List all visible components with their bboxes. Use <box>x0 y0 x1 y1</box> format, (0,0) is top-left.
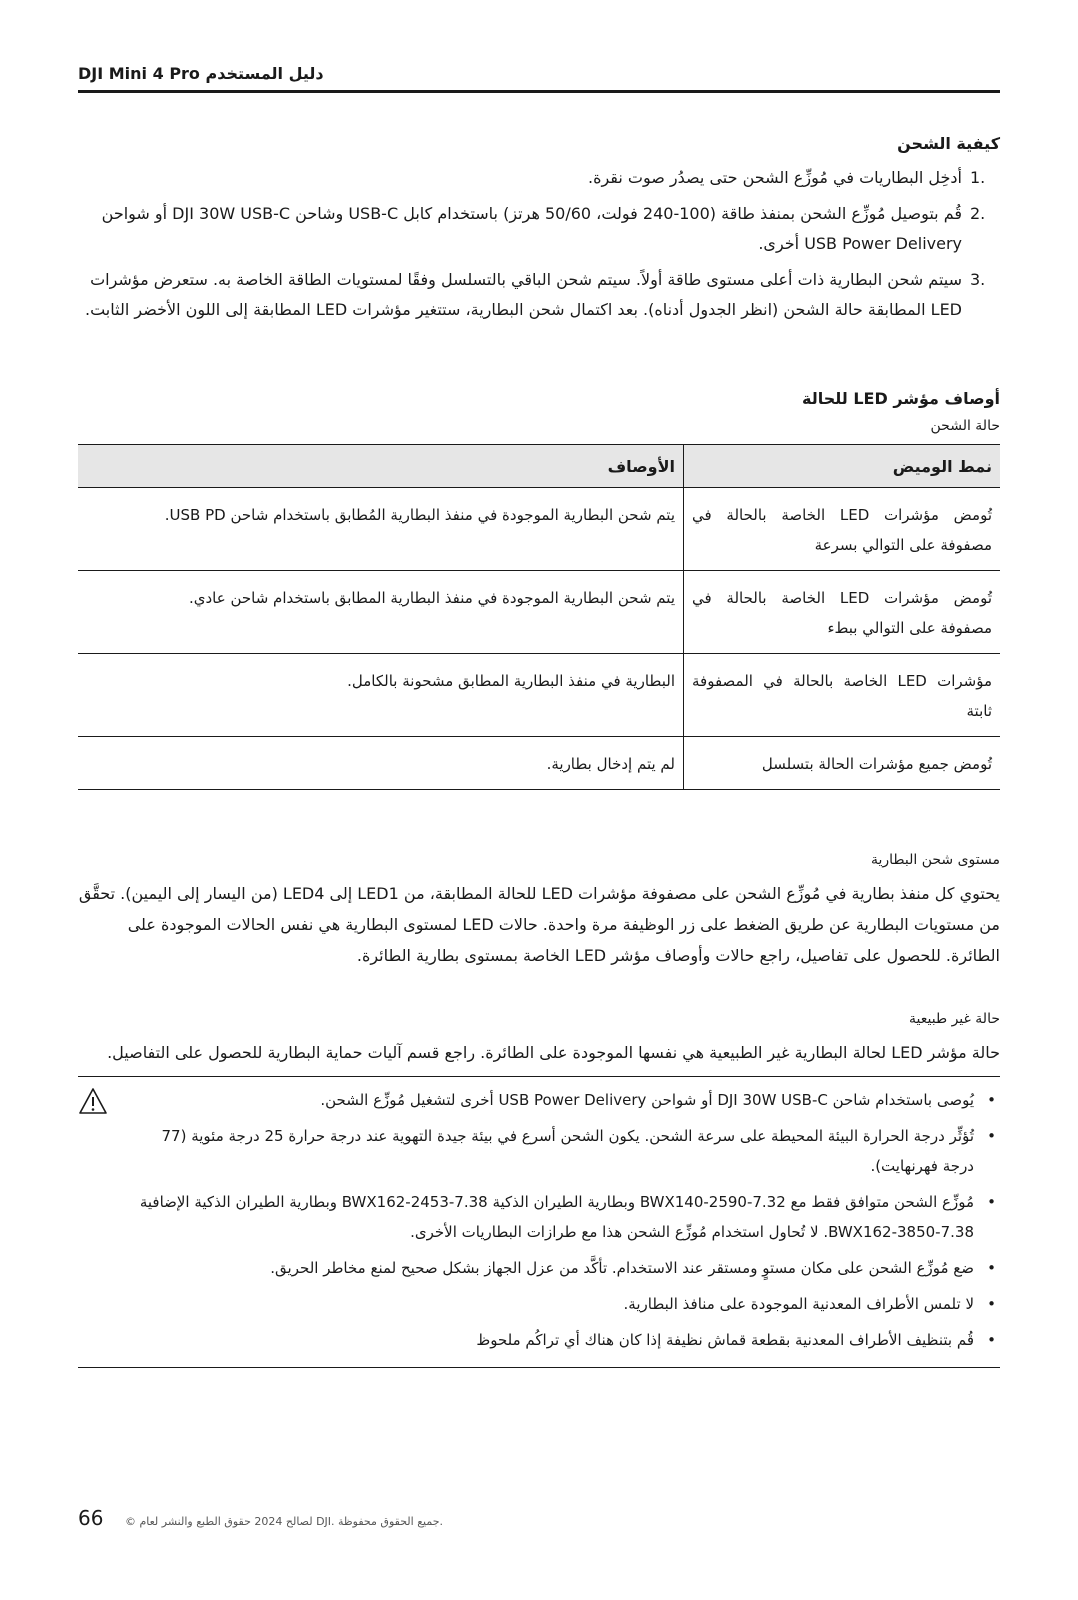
led-status-table <box>78 444 1000 790</box>
abnormal-title: حالة غير طبيعية <box>909 1011 1000 1027</box>
charge-step-3 <box>78 265 1000 325</box>
description-cell: يتم شحن البطارية الموجودة في منفذ البطارية المُطابق باستخدام شاحن USB PD. <box>78 488 684 571</box>
warning-text: قُم بتنظيف الأطراف المعدنية بقطعة قماش نظيفة إذا كان هناك أي تراكُم ملحوظ <box>476 1331 974 1349</box>
step-text: أدخِل البطاريات في مُوزِّع الشحن حتى يصدُر صوت نقرة. <box>588 168 962 187</box>
warning-item: • قُم بتنظيف الأطراف المعدنية بقطعة قماش نظيفة إذا كان هناك أي تراكُم ملحوظ <box>476 1331 996 1349</box>
warning-item: • تُؤثِّر درجة الحرارة البيئة المحيطة على سرعة الشحن. يكون الشحن أسرع في بيئة جيدة التهوية عند درجة حرارة 25 درجة مئوية (77 درجة فهرنهايت). <box>161 1127 996 1175</box>
pattern-cell: تُومض جميع مؤشرات الحالة بتسلسل <box>684 737 1001 790</box>
description-cell: لم يتم إدخال بطارية. <box>78 737 684 790</box>
how-to-charge-title: كيفية الشحن <box>897 134 1000 153</box>
page-header <box>78 60 1000 93</box>
step-number: 1. <box>970 168 986 187</box>
warning-text: لا تلمس الأطراف المعدنية الموجودة على منافذ البطارية. <box>623 1295 974 1313</box>
warning-box <box>78 1076 1000 1368</box>
page-content <box>78 134 1000 1368</box>
header-description: الأوصاف <box>78 445 684 488</box>
table-row <box>78 488 1000 571</box>
battery-level-title: مستوى شحن البطارية <box>870 852 1000 868</box>
header-pattern: نمط الوميض <box>684 445 1001 488</box>
warning-text: ضع مُوزِّع الشحن على مكان مستوٍ ومستقر عند الاستخدام. تأكَّد من عزل الجهاز بشكل صحيح لمنع مخاطر الحريق. <box>270 1259 974 1277</box>
step-text: سيتم شحن البطارية ذات أعلى مستوى طاقة أولاً. سيتم شحن الباقي بالتسلسل وفقًا لمستويات الطاقة الخاصة به. ستعرض مؤشرات LED المطابقة حالة الشحن (انظر الجدول أدناه). بعد اكتمال شحن البطارية، ستتغير مؤشرات LED المطابقة إلى اللون الأخضر الثابت. <box>85 270 962 319</box>
battery-level-section <box>78 852 1000 971</box>
step-text: قُم بتوصيل مُوزِّع الشحن بمنفذ طاقة (100-240 فولت، 50/60 هرتز) باستخدام كابل USB-C وشاحن DJI 30W USB-C أو شواحن USB Power Delivery أخرى. <box>101 204 962 253</box>
step-number: 2. <box>970 204 986 223</box>
abnormal-text: حالة مؤشر LED لحالة البطارية غير الطبيعية هي نفسها الموجودة على الطائرة. راجع قسم آليات حماية البطارية للحصول على التفاصيل. <box>107 1043 1000 1062</box>
warning-list <box>78 1085 1000 1355</box>
warning-text: مُوزِّع الشحن متوافق فقط مع BWX140-2590-7.32 وبطارية الطيران الذكية BWX162-2453-7.38 وبطارية الطيران الذكية الإضافية BWX162-3850-7.38. لا تُحاول استخدام مُوزِّع الشحن هذا مع طرازات البطاريات الأخرى. <box>139 1193 974 1241</box>
charge-step-2 <box>78 199 1000 259</box>
table-header-row <box>78 445 1000 488</box>
how-to-charge-section <box>78 134 1000 325</box>
warning-text: تُؤثِّر درجة الحرارة البيئة المحيطة على سرعة الشحن. يكون الشحن أسرع في بيئة جيدة التهوية عند درجة حرارة 25 درجة مئوية (77 درجة فهرنهايت). <box>161 1127 974 1175</box>
page-footer <box>78 1506 443 1530</box>
table-row <box>78 571 1000 654</box>
warning-item: • يُوصى باستخدام شاحن DJI 30W USB-C أو شواحن USB Power Delivery أخرى لتشغيل مُوزِّع الشحن. <box>320 1091 996 1109</box>
description-cell: البطارية في منفذ البطارية المطابق مشحونة بالكامل. <box>78 654 684 737</box>
table-row <box>78 737 1000 790</box>
charge-steps <box>78 163 1000 325</box>
warning-item: • ضع مُوزِّع الشحن على مكان مستوٍ ومستقر عند الاستخدام. تأكَّد من عزل الجهاز بشكل صحيح لمنع مخاطر الحريق. <box>270 1259 996 1277</box>
warning-triangle-icon <box>78 1087 108 1115</box>
pattern-cell: مؤشرات LED الخاصة بالحالة في المصفوفة ثابتة <box>684 654 1001 737</box>
led-descriptions-section <box>78 389 1000 790</box>
table-row <box>78 654 1000 737</box>
page-number: 66 <box>78 1506 104 1530</box>
charging-status-subtitle: حالة الشحن <box>930 418 1000 434</box>
description-cell: يتم شحن البطارية الموجودة في منفذ البطارية المطابق باستخدام شاحن عادي. <box>78 571 684 654</box>
step-number: 3. <box>970 270 986 289</box>
pattern-cell: تُومض مؤشرات LED الخاصة بالحالة في مصفوفة على التوالي ببطء <box>684 571 1001 654</box>
led-descriptions-title: أوصاف مؤشر LED للحالة <box>801 389 1000 408</box>
copyright-text: © لصالح 2024 حقوق الطبع والنشر لعام DJI. جميع الحقوق محفوظة. <box>124 1515 444 1528</box>
warning-item: • مُوزِّع الشحن متوافق فقط مع BWX140-2590-7.32 وبطارية الطيران الذكية BWX162-2453-7.38 وبطارية الطيران الذكية الإضافية BWX162-3850-7.38. لا تُحاول استخدام مُوزِّع الشحن هذا مع طرازات البطاريات الأخرى. <box>139 1193 996 1241</box>
battery-level-text: يحتوي كل منفذ بطارية في مُوزِّع الشحن على مصفوفة مؤشرات LED للحالة المطابقة، من LED1 إلى LED4 (من اليسار إلى اليمين). تحقَّق من مستويات البطارية عن طريق الضغط على زر الوظيفة مرة واحدة. حالات LED لمستوى البطارية هي نفس الحالات الموجودة على الطائرة. للحصول على تفاصيل، راجع حالات وأوصاف مؤشر LED الخاصة بمستوى بطارية الطائرة. <box>78 884 1000 965</box>
warning-text: يُوصى باستخدام شاحن DJI 30W USB-C أو شواحن USB Power Delivery أخرى لتشغيل مُوزِّع الشحن. <box>320 1091 974 1109</box>
pattern-cell: تُومض مؤشرات LED الخاصة بالحالة في مصفوفة على التوالي بسرعة <box>684 488 1001 571</box>
charge-step-1 <box>78 163 1000 193</box>
abnormal-section <box>78 1011 1000 1068</box>
warning-item: • لا تلمس الأطراف المعدنية الموجودة على منافذ البطارية. <box>623 1295 996 1313</box>
header-title: DJI Mini 4 Pro دليل المستخدم <box>78 64 324 83</box>
